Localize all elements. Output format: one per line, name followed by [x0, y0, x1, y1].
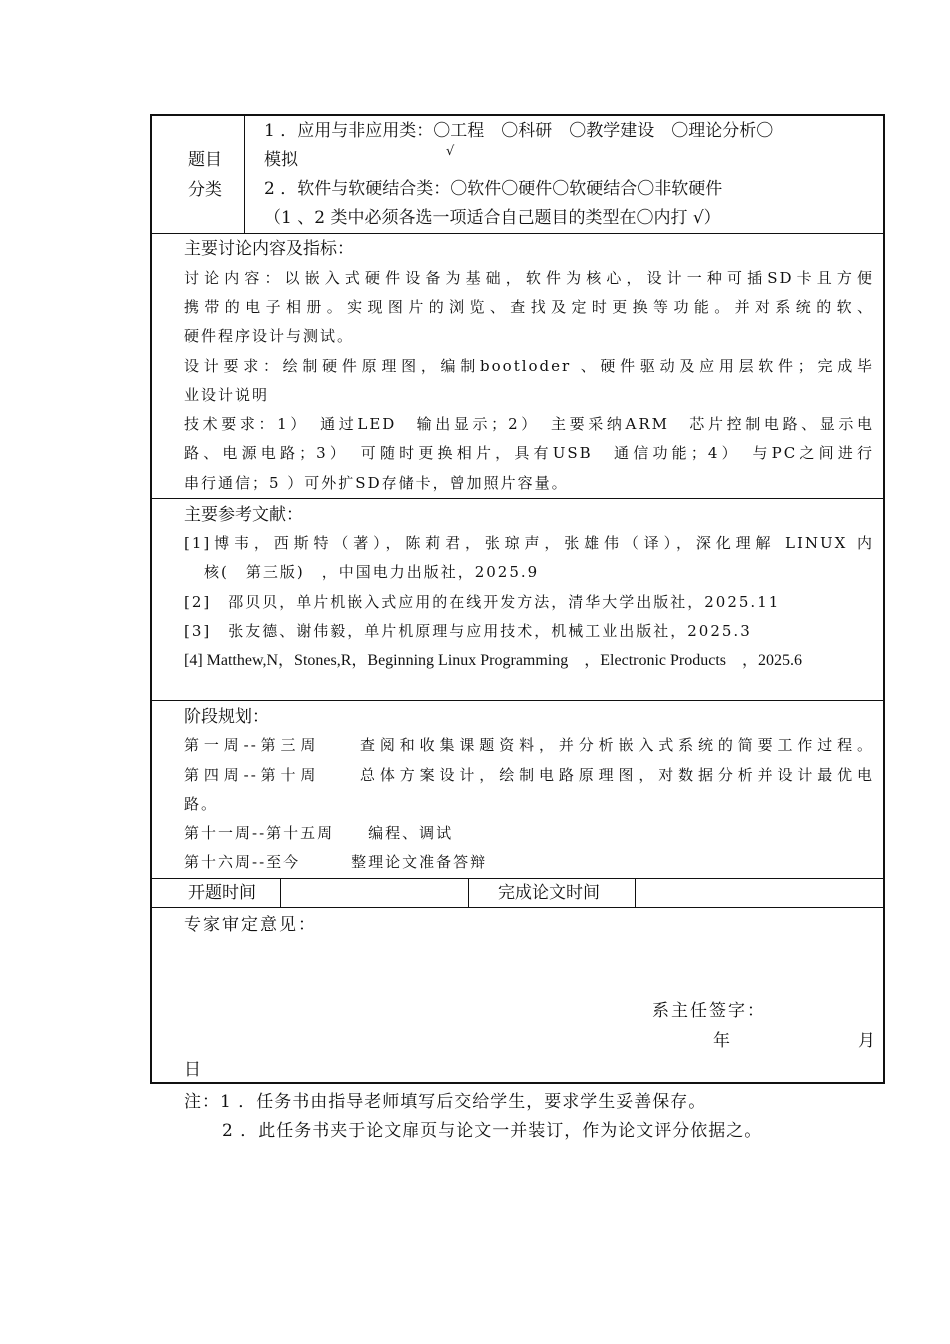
column-divider: [280, 878, 281, 907]
reference-item: [3] 张友德、谢伟毅，单片机原理与应用技术，机械工业出版社，2025.3: [184, 622, 752, 640]
schedule-item: 第四周--第十周 总体方案设计，绘制电路原理图，对数据分析并设计最优电: [184, 766, 874, 784]
content-line: 技术要求：1） 通过LED 输出显示；2） 主要采纳ARM 芯片控制电路、显示电: [184, 415, 874, 433]
row-divider: [152, 700, 883, 701]
content-line: 路、电源电路；3） 可随时更换相片，具有USB 通信功能；4） 与PC之间进行: [184, 444, 874, 462]
category-application-line: 1 ．应用与非应用类：〇工程 〇科研 〇教学建设 〇理论分析〇: [264, 121, 774, 141]
signature-label: 系主任签字：: [652, 1001, 766, 1021]
reference-item: 核( 第三版) ，中国电力出版社，2025.9: [204, 563, 540, 581]
note-line-1: 注：1 ．任务书由指导老师填写后交给学生，要求学生妥善保存。: [184, 1092, 707, 1112]
schedule-heading: 阶段规划：: [184, 707, 269, 727]
reference-item: [4] Matthew,N，Stones,R，Beginning Linux Programming ，Electronic Products ，2025.6: [184, 652, 803, 669]
content-line: 携带的电子相册。实现图片的浏览、查找及定时更换等功能。并对系统的软、: [184, 298, 874, 316]
date-day: 日: [184, 1060, 201, 1080]
category-label-bottom: 分类: [188, 180, 222, 200]
content-line: 业设计说明: [184, 386, 270, 404]
content-line: 串行通信；5 ）可外扩SD存储卡，曾加照片容量。: [184, 474, 569, 492]
note-line-2: 2 ．此任务书夹于论文扉页与论文一并装订，作为论文评分依据之。: [222, 1121, 763, 1141]
row-divider: [152, 233, 883, 234]
content-heading: 主要讨论内容及指标：: [184, 239, 354, 259]
column-divider: [635, 878, 636, 907]
column-divider: [468, 878, 469, 907]
references-heading: 主要参考文献：: [184, 505, 303, 525]
checkmark-icon: √: [446, 144, 455, 159]
category-application-line-cont: 模拟: [264, 150, 298, 170]
schedule-item: 第十一周--第十五周 编程、调试: [184, 824, 454, 842]
date-year: 年: [713, 1031, 730, 1051]
category-instruction-line: （1 、2 类中必须各选一项适合自己题目的类型在〇内打 √）: [264, 208, 721, 228]
schedule-item: 第一周--第三周 查阅和收集课题资料，并分析嵌入式系统的简要工作过程。: [184, 736, 874, 754]
content-line: 硬件程序设计与测试。: [184, 327, 355, 345]
schedule-item: 路。: [184, 795, 219, 813]
schedule-item: 第十六周--至今 整理论文准备答辩: [184, 853, 488, 871]
category-software-line: 2 ．软件与软硬结合类：〇软件〇硬件〇软硬结合〇非软硬件: [264, 179, 723, 199]
reference-item: [1]博韦，西斯特（著），陈莉君，张琼声，张雄伟（译），深化理解 LINUX 内: [184, 534, 874, 552]
finish-time-label: 完成论文时间: [498, 883, 600, 903]
review-heading: 专家审定意见：: [184, 915, 317, 935]
category-label-top: 题目: [188, 150, 222, 170]
content-line: 讨论内容：以嵌入式硬件设备为基础，软件为核心，设计一种可插SD卡且方便: [184, 269, 874, 287]
row-divider: [152, 498, 883, 499]
content-line: 设计要求：绘制硬件原理图，编制bootloder 、硬件驱动及应用层软件；完成毕: [184, 357, 874, 375]
column-divider: [244, 116, 245, 233]
task-form-table: [150, 114, 885, 1084]
start-time-label: 开题时间: [188, 883, 256, 903]
reference-item: [2] 邵贝贝，单片机嵌入式应用的在线开发方法，清华大学出版社，2025.11: [184, 593, 781, 611]
date-month: 月: [858, 1031, 875, 1051]
